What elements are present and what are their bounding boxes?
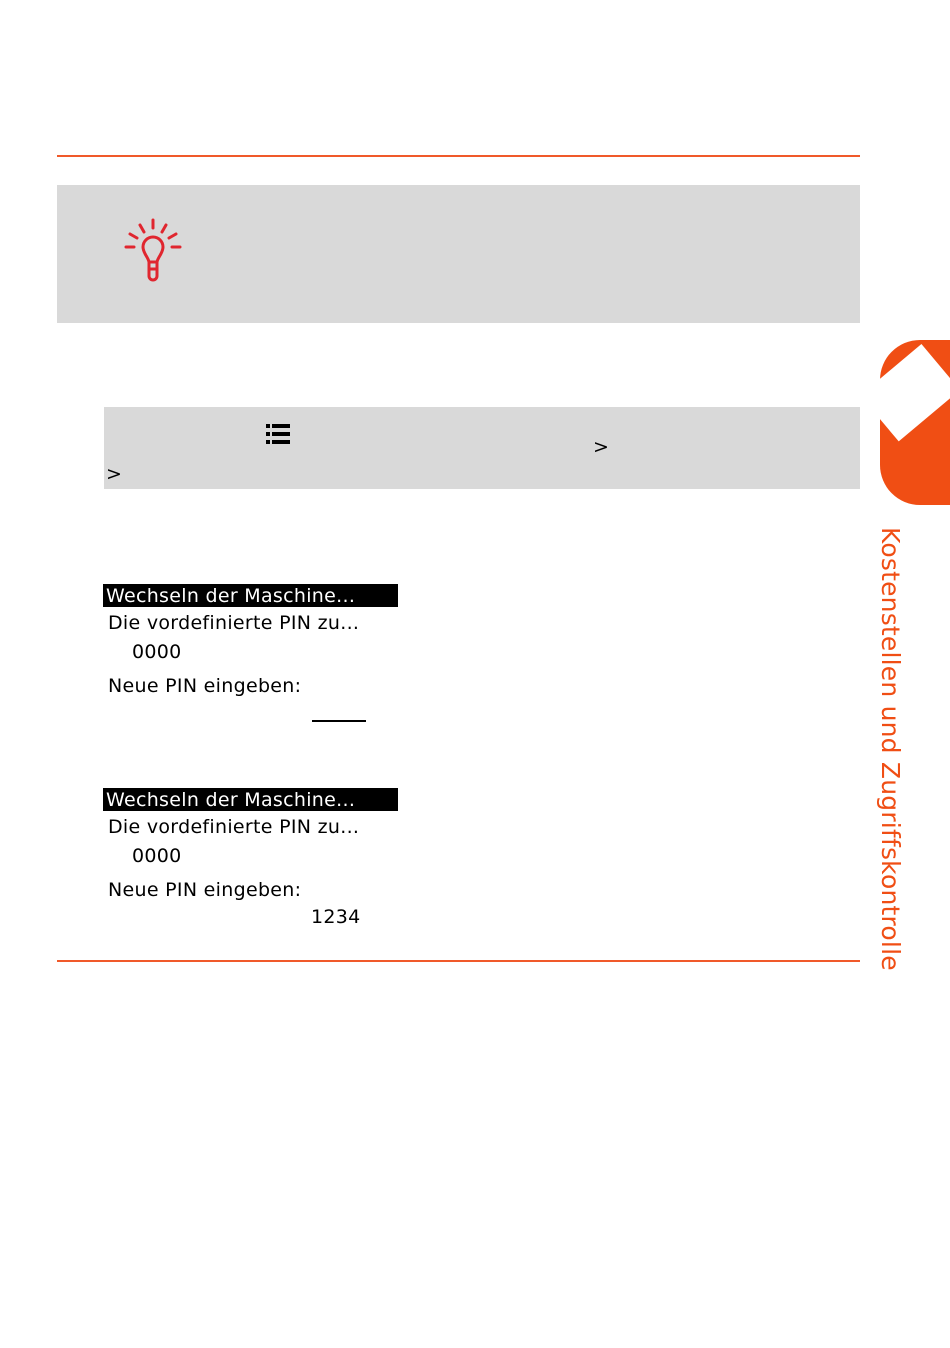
tip-box: [57, 185, 860, 323]
screen-info-line: Die vordefinierte PIN zu...: [108, 816, 360, 838]
default-pin-value: 0000: [132, 641, 182, 663]
new-pin-prompt: Neue PIN eingeben:: [108, 675, 302, 697]
default-pin-value: 0000: [132, 845, 182, 867]
path-separator: >: [106, 463, 122, 485]
menu-path-box: [104, 407, 860, 489]
entered-pin-value[interactable]: 1234: [311, 906, 361, 928]
new-pin-prompt: Neue PIN eingeben:: [108, 879, 302, 901]
device-screen-empty-pin: [103, 584, 403, 734]
path-separator: >: [593, 436, 609, 458]
bottom-divider: [57, 960, 860, 962]
screen-title: Wechseln der Maschine...: [103, 584, 398, 607]
chapter-tab-label: Kostenstellen und Zugriffskontrolle: [876, 527, 905, 971]
top-divider: [57, 155, 860, 157]
screen-info-line: Die vordefinierte PIN zu...: [108, 612, 360, 634]
pin-entry-field[interactable]: [312, 720, 366, 722]
screen-title: Wechseln der Maschine...: [103, 788, 398, 811]
menu-list-icon: [266, 423, 290, 445]
lightbulb-icon: [123, 217, 183, 289]
device-screen-filled-pin: [103, 788, 403, 938]
